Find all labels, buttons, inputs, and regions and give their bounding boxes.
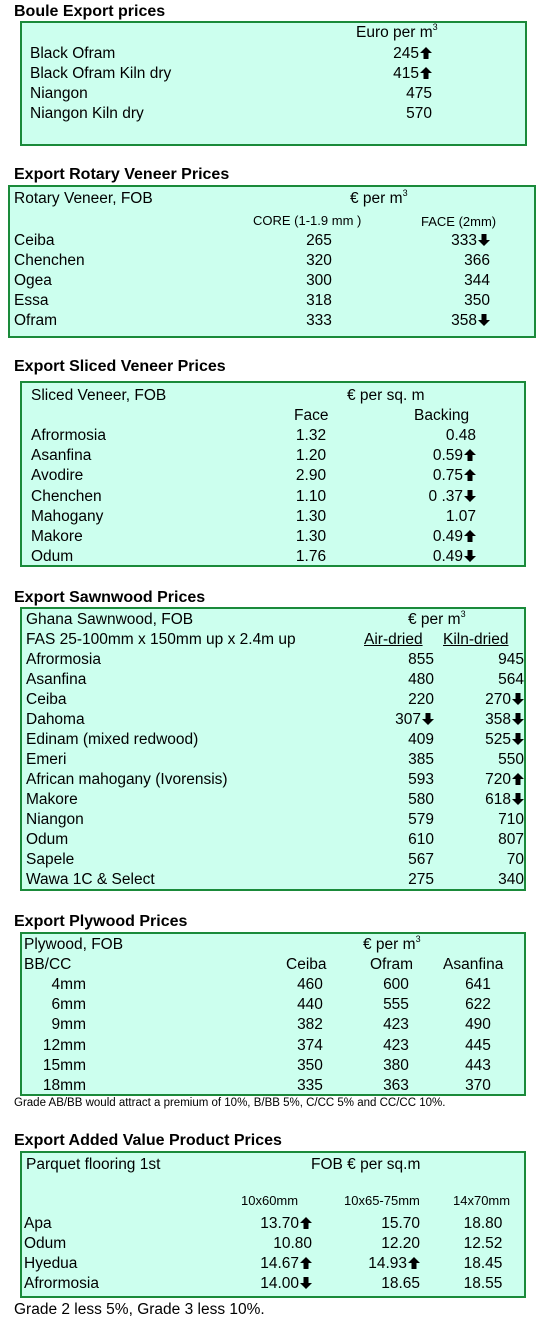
price-value: 415 [352,65,432,83]
arrow-down-icon [478,314,490,326]
rotary-col-core: CORE (1-1.9 mm ) [253,213,362,228]
backing-price: 0.75 [400,467,476,485]
boule-title: Boule Export prices [14,3,166,20]
air-dried-price: 480 [408,671,434,688]
rotary-box [8,185,536,338]
kiln-dried-price: 618 [442,791,524,809]
ceiba-price: 374 [297,1036,323,1054]
price-14x70: 18.45 [463,1255,503,1272]
ofram-price: 380 [383,1056,409,1074]
boule-unit: Euro per $m^3$ [356,22,438,41]
sliced-box [20,381,526,567]
product-name: Avodire [31,467,84,485]
backing-price: 0.49 [400,548,476,566]
sliced-col-backing: Backing [414,407,470,424]
sawn-unit: € per $m^3$ [408,609,466,628]
price-10x60: 14.00 [232,1275,312,1293]
price-10x60: 13.70 [232,1215,312,1233]
price-value: 475 [406,85,432,102]
face-price: 350 [464,292,490,309]
air-dried-price: 275 [408,871,434,888]
arrow-down-icon [422,713,434,725]
ceiba-price: 382 [297,1016,323,1034]
air-dried-price: 593 [408,771,434,788]
boule-box [20,21,527,146]
plywood-size: 9mm [51,1016,86,1034]
added-col-2: 10x65-75mm [344,1193,420,1208]
asanfina-price: 490 [465,1016,491,1034]
arrow-down-icon [512,793,524,805]
product-name: African mahogany (Ivorensis) [26,771,228,788]
product-name: Afrormosia [24,1275,99,1292]
plywood-col-asanfina: Asanfina [443,956,504,973]
asanfina-price: 445 [465,1036,491,1054]
backing-price: 0.49 [400,528,476,546]
product-name: Ceiba [26,691,67,708]
kiln-dried-price: 550 [498,751,524,768]
added-subtitle: Parquet flooring 1st [26,1156,161,1173]
arrow-up-icon [300,1217,312,1229]
product-name: Ofram [14,312,58,329]
core-price: 265 [306,232,332,249]
product-name: Makore [31,528,83,545]
ofram-price: 555 [383,996,409,1014]
face-price: 1.30 [295,507,327,525]
face-price: 333 [430,232,490,250]
backing-price: 1.07 [445,507,476,525]
backing-price: 0.48 [445,427,476,444]
product-name: Makore [26,791,78,808]
product-name: Chenchen [31,487,102,505]
plywood-col-ofram: Ofram [370,956,414,973]
plywood-unit: € per $m^3$ [363,934,421,953]
ofram-price: 423 [383,1036,409,1054]
core-price: 320 [306,252,332,269]
rotary-unit: € per $m^3$ [350,188,408,207]
core-price: 300 [306,272,332,289]
price-14x70: 12.52 [463,1235,503,1252]
plywood-subtitle: Plywood, FOB [24,936,124,953]
kiln-dried-price: 807 [498,831,524,848]
plywood-title: Export Plywood Prices [14,913,188,930]
ofram-price: 600 [383,976,409,993]
plywood-size: 4mm [51,976,86,993]
arrow-up-icon [464,469,476,481]
ofram-price: 423 [383,1016,409,1034]
arrow-down-icon [464,550,476,562]
core-price: 318 [306,292,332,309]
arrow-down-icon [478,234,490,246]
air-dried-price: 579 [408,811,434,828]
product-name: Odum [26,831,69,848]
product-name: Asanfina [31,447,92,465]
arrow-down-icon [300,1277,312,1289]
air-dried-price: 610 [408,831,434,848]
asanfina-price: 622 [465,996,491,1014]
plywood-size: 12mm [42,1036,86,1054]
arrow-up-icon [420,67,432,79]
rotary-subtitle: Rotary Veneer, FOB [14,190,153,207]
asanfina-price: 641 [465,976,491,993]
face-price: 366 [464,252,490,269]
added-col-3: 14x70mm [453,1193,511,1208]
face-price: 2.90 [295,467,327,485]
air-dried-price: 385 [408,751,434,768]
sawn-spec: FAS 25-100mm x 150mm up x 2.4m up [26,631,296,648]
product-name: Mahogany [31,507,104,525]
arrow-up-icon [512,773,524,785]
product-name: Niangon [26,811,84,828]
added-box [20,1151,526,1298]
kiln-dried-price: 358 [442,711,524,729]
sliced-subtitle: Sliced Veneer, FOB [31,387,167,404]
rotary-col-face: FACE (2mm) [421,214,497,229]
kiln-dried-price: 340 [498,871,524,888]
core-price: 333 [306,312,332,329]
product-name: Edinam (mixed redwood) [26,731,199,748]
kiln-dried-price: 70 [506,851,524,868]
kiln-dried-price: 720 [442,771,524,789]
price-10x60: 10.80 [273,1235,312,1252]
sawn-box [20,607,526,891]
sawn-subtitle: Ghana Sawnwood, FOB [26,611,194,628]
face-price: 1.10 [295,487,327,505]
product-name: Dahoma [26,711,85,728]
kiln-dried-price: 525 [442,731,524,749]
product-name: Emeri [26,751,67,768]
air-dried-price: 307 [352,711,434,729]
ceiba-price: 350 [297,1056,323,1074]
air-dried-price: 855 [408,651,434,668]
ofram-price: 363 [383,1077,409,1094]
product-name: Hyedua [24,1255,78,1272]
face-price: 1.32 [295,427,327,444]
product-name: Afrormosia [26,651,101,668]
air-dried-price: 220 [408,691,434,708]
kiln-dried-price: 270 [442,691,524,709]
asanfina-price: 443 [465,1056,491,1074]
sliced-unit: € per sq. m [347,387,425,404]
sawn-col-kiln: Kiln-dried [443,631,509,648]
product-name: Odum [31,548,74,566]
added-note: Grade 2 less 5%, Grade 3 less 10%. [14,1301,265,1318]
price-10x65-75: 18.65 [381,1275,420,1292]
ceiba-price: 440 [297,996,323,1014]
product-name: Essa [14,292,49,309]
added-title: Export Added Value Product Prices [14,1132,282,1149]
product-name: Wawa 1C & Select [26,871,155,888]
product-name: Chenchen [14,252,85,269]
price-10x60: 14.67 [232,1255,312,1273]
price-14x70: 18.80 [463,1215,503,1232]
ceiba-price: 460 [297,976,323,993]
plywood-box [20,932,526,1096]
arrow-up-icon [420,47,432,59]
ceiba-price: 335 [297,1077,323,1094]
plywood-size: 18mm [42,1077,86,1094]
kiln-dried-price: 945 [498,651,524,668]
kiln-dried-price: 564 [498,671,524,688]
product-name: Ogea [14,272,52,289]
product-name: Niangon Kiln dry [30,105,144,122]
sawn-col-air: Air-dried [364,631,423,648]
product-name: Odum [24,1235,67,1252]
arrow-down-icon [512,713,524,725]
kiln-dried-price: 710 [498,811,524,828]
arrow-down-icon [512,693,524,705]
backing-price: 0 .37 [400,488,476,506]
air-dried-price: 409 [408,731,434,748]
plywood-size: 15mm [42,1056,86,1074]
plywood-note: Grade AB/BB would attract a premium of 10%, B/BB 5%, C/CC 5% and CC/CC 10%. [14,1097,446,1109]
air-dried-price: 567 [408,851,434,868]
price-10x65-75: 15.70 [381,1215,420,1232]
product-name: Ceiba [14,232,55,249]
arrow-down-icon [512,733,524,745]
added-col-1: 10x60mm [241,1193,299,1208]
price-value: 570 [406,105,432,122]
plywood-grade-label: BB/CC [24,956,72,973]
product-name: Niangon [30,85,88,102]
arrow-up-icon [464,449,476,461]
face-price: 358 [430,312,490,330]
product-name: Afrormosia [31,427,106,444]
arrow-down-icon [464,490,476,502]
air-dried-price: 580 [408,791,434,808]
plywood-size: 6mm [51,996,86,1014]
arrow-up-icon [408,1257,420,1269]
product-name: Black Ofram [30,45,116,62]
price-10x65-75: 14.93 [338,1255,420,1273]
product-name: Sapele [26,851,75,868]
face-price: 1.30 [295,528,327,545]
face-price: 344 [464,272,490,289]
sawn-title: Export Sawnwood Prices [14,589,206,606]
arrow-up-icon [300,1257,312,1269]
product-name: Asanfina [26,671,87,688]
price-value: 245 [352,45,432,63]
face-price: 1.20 [295,447,327,465]
face-price: 1.76 [295,548,327,566]
sliced-col-face: Face [294,407,329,424]
price-10x65-75: 12.20 [381,1235,420,1252]
asanfina-price: 370 [465,1077,491,1094]
rotary-title: Export Rotary Veneer Prices [14,166,230,183]
added-unit: FOB € per sq.m [311,1156,421,1173]
product-name: Black Ofram Kiln dry [30,65,172,82]
price-14x70: 18.55 [463,1275,503,1292]
product-name: Apa [24,1215,52,1232]
sliced-title: Export Sliced Veneer Prices [14,358,226,375]
arrow-up-icon [464,530,476,542]
plywood-col-ceiba: Ceiba [286,956,327,973]
backing-price: 0.59 [400,447,476,465]
